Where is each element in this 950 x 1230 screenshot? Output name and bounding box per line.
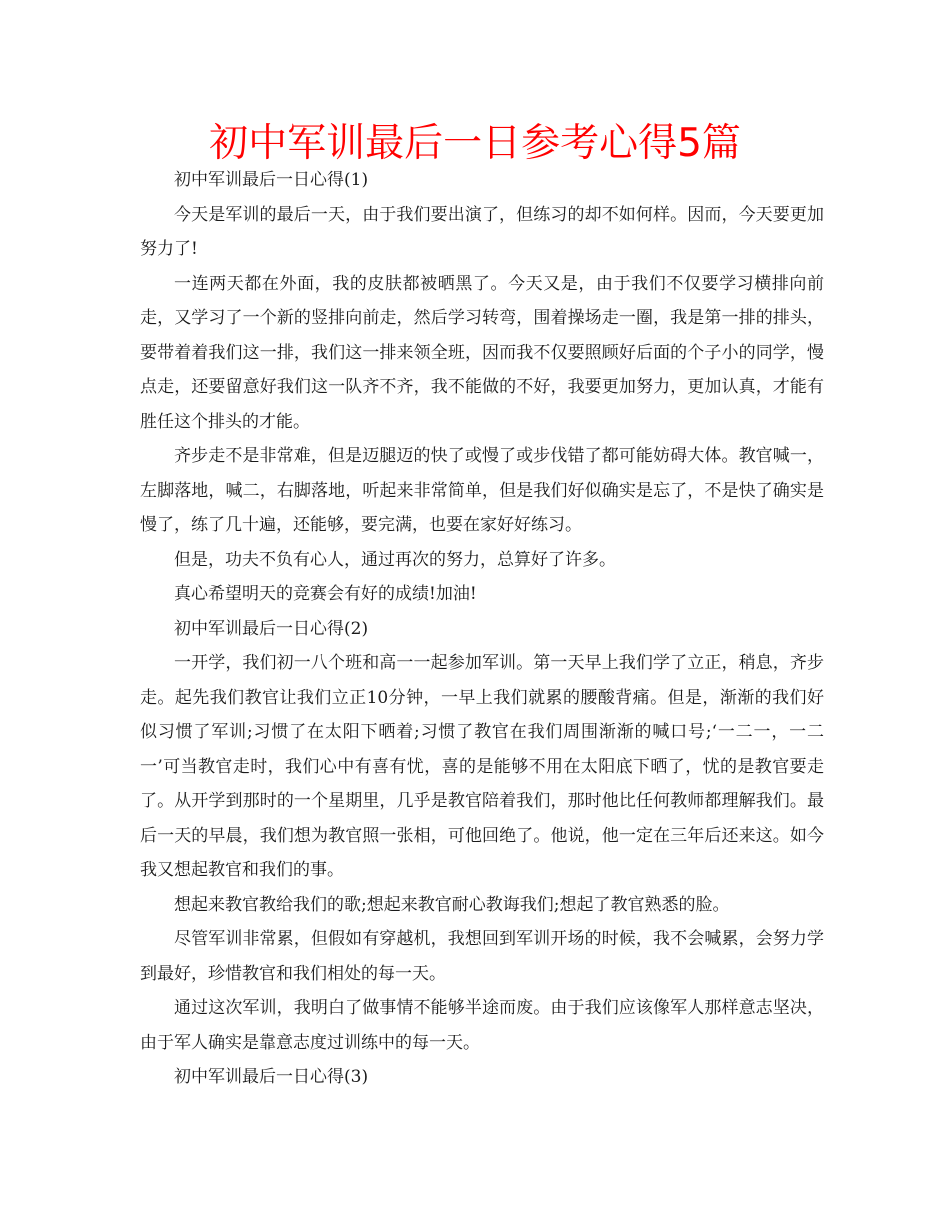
paragraph: 尽管军训非常累，但假如有穿越机，我想回到军训开场的时候，我不会喊累，会努力学到最好，珍惜教官和我们相处的每一天。 (140, 929, 824, 984)
paragraph: 齐步走不是非常难，但是迈腿迈的快了或慢了或步伐错了都可能妨碍大体。教官喊一，左脚落地，喊二，右脚落地，听起来非常简单，但是我们好似确实是忘了，不是快了确实是慢了，练了几十遍，还能够，要完满，也要在家好好练习。 (140, 446, 824, 535)
paragraph: 通过这次军训，我明白了做事情不能够半途而废。由于我们应该像军人那样意志坚决，由于军人确实是靠意志度过训练中的每一天。 (140, 998, 824, 1053)
paragraph: 想起来教官教给我们的歌;想起来教官耐心教诲我们;想起了教官熟悉的脸。 (174, 894, 730, 915)
section-heading: 初中军训最后一日心得(1) (174, 170, 369, 190)
section-heading: 初中军训最后一日心得(3) (174, 1067, 369, 1087)
section-heading: 初中军训最后一日心得(2) (174, 618, 369, 639)
paragraph: 今天是军训的最后一天，由于我们要出演了，但练习的却不如何样。因而，今天要更加努力了! (140, 204, 824, 259)
document-title: 初中军训最后一日参考心得5篇 (209, 121, 741, 166)
paragraph: 但是，功夫不负有心人，通过再次的努力，总算好了许多。 (174, 549, 616, 570)
document-body (140, 163, 824, 1095)
paragraph: 一开学，我们初一八个班和高一一起参加军训。第一天早上我们学了立正，稍息，齐步走。起先我们教官让我们立正10分钟，一早上我们就累的腰酸背痛。但是，渐渐的我们好似习惯了军训;习惯了在太阳下晒着;习惯了教官在我们周围渐渐的喊口号;‘一二一，一二一’可当教官走时，我们心中有喜有忧，喜的是能够不用在太阳底下晒了，忧的是教官要走了。从开学到那时的一个星期里，几乎是教官陪着我们，那时他比任何教师都理解我们。最后一天的早晨，我们想为教官照一张相，可他回绝了。他说，他一定在三年后还来这。如今我又想起教官和我们的事。 (140, 653, 824, 880)
paragraph: 真心希望明天的竞赛会有好的成绩!加油! (174, 584, 477, 604)
paragraph: 一连两天都在外面，我的皮肤都被晒黑了。今天又是，由于我们不仅要学习横排向前走，又学习了一个新的竖排向前走，然后学习转弯，围着操场走一圈，我是第一排的排头，要带着着我们这一排，我们这一排来领全班，因而我不仅要照顾好后面的个子小的同学，慢点走，还要留意好我们这一队齐不齐，我不能做的不好，我要更加努力，更加认真，才能有胜任这个排头的才能。 (140, 273, 824, 432)
